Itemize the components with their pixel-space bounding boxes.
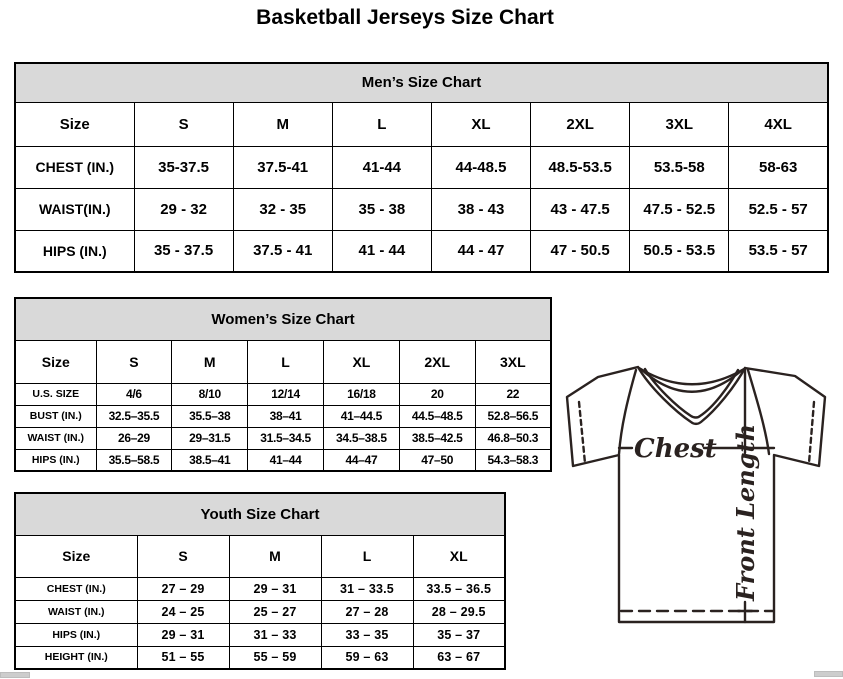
size-cell: 37.5 - 41 [233, 230, 332, 272]
column-header: 2XL [531, 102, 630, 146]
size-cell: 38.5–42.5 [399, 427, 475, 449]
table-title-row [15, 493, 505, 535]
size-cell: 22 [475, 383, 551, 405]
column-header: XL [323, 340, 399, 383]
size-cell: 53.5 - 57 [729, 230, 828, 272]
size-cell: 44–47 [323, 449, 399, 471]
size-cell: 41-44 [332, 146, 431, 188]
size-cell: 47–50 [399, 449, 475, 471]
mens-table-title: Men’s Size Chart [15, 63, 828, 102]
size-cell: 35 – 37 [413, 623, 505, 646]
size-cell: 55 – 59 [229, 646, 321, 669]
size-cell: 35 - 38 [332, 188, 431, 230]
jersey-measurement-diagram [558, 360, 836, 672]
column-header: M [233, 102, 332, 146]
size-cell: 33 – 35 [321, 623, 413, 646]
column-header: 3XL [475, 340, 551, 383]
size-cell: 31.5–34.5 [248, 427, 324, 449]
row-label: CHEST (IN.) [15, 146, 134, 188]
front-length-label: Front Length [731, 423, 760, 601]
row-label: WAIST (IN.) [15, 600, 137, 623]
size-cell: 59 – 63 [321, 646, 413, 669]
womens-table-title: Women’s Size Chart [15, 298, 551, 340]
size-cell: 24 – 25 [137, 600, 229, 623]
page-title: Basketball Jerseys Size Chart [256, 6, 554, 29]
size-cell: 29 – 31 [137, 623, 229, 646]
size-cell: 53.5-58 [630, 146, 729, 188]
size-cell: 44 - 47 [431, 230, 530, 272]
table-row [15, 623, 505, 646]
row-label: BUST (IN.) [15, 405, 96, 427]
table-header-row [15, 535, 505, 577]
size-cell: 38–41 [248, 405, 324, 427]
table-row [15, 427, 551, 449]
table-row [15, 230, 828, 272]
size-cell: 32.5–35.5 [96, 405, 172, 427]
row-label: HIPS (IN.) [15, 449, 96, 471]
column-header: S [134, 102, 233, 146]
size-cell: 52.8–56.5 [475, 405, 551, 427]
size-cell: 31 – 33.5 [321, 577, 413, 600]
chest-label: Chest [634, 434, 717, 464]
column-header: L [248, 340, 324, 383]
row-label: WAIST(IN.) [15, 188, 134, 230]
size-cell: 29–31.5 [172, 427, 248, 449]
column-header: L [321, 535, 413, 577]
size-cell: 51 – 55 [137, 646, 229, 669]
jersey-illustration [558, 360, 836, 672]
size-cell: 12/14 [248, 383, 324, 405]
row-label: WAIST (IN.) [15, 427, 96, 449]
size-cell: 43 - 47.5 [531, 188, 630, 230]
jersey-outline [567, 367, 825, 622]
scrollbar-fragment-right[interactable] [814, 671, 843, 677]
row-label: U.S. SIZE [15, 383, 96, 405]
size-header: Size [15, 535, 137, 577]
table-title-row [15, 298, 551, 340]
table-row [15, 383, 551, 405]
size-cell: 16/18 [323, 383, 399, 405]
size-cell: 35-37.5 [134, 146, 233, 188]
table-row [15, 449, 551, 471]
table-row [15, 188, 828, 230]
size-cell: 47.5 - 52.5 [630, 188, 729, 230]
column-header: L [332, 102, 431, 146]
column-header: 4XL [729, 102, 828, 146]
size-cell: 31 – 33 [229, 623, 321, 646]
table-row [15, 646, 505, 669]
size-cell: 20 [399, 383, 475, 405]
size-cell: 38 - 43 [431, 188, 530, 230]
size-cell: 37.5-41 [233, 146, 332, 188]
row-label: HIPS (IN.) [15, 623, 137, 646]
size-cell: 26–29 [96, 427, 172, 449]
size-cell: 28 – 29.5 [413, 600, 505, 623]
size-cell: 41–44.5 [323, 405, 399, 427]
size-cell: 52.5 - 57 [729, 188, 828, 230]
table-row [15, 600, 505, 623]
size-cell: 27 – 29 [137, 577, 229, 600]
size-cell: 8/10 [172, 383, 248, 405]
column-header: M [229, 535, 321, 577]
column-header: 2XL [399, 340, 475, 383]
size-cell: 35.5–38 [172, 405, 248, 427]
table-row [15, 405, 551, 427]
size-cell: 44-48.5 [431, 146, 530, 188]
size-cell: 50.5 - 53.5 [630, 230, 729, 272]
row-label: HIPS (IN.) [15, 230, 134, 272]
size-header: Size [15, 102, 134, 146]
size-cell: 41–44 [248, 449, 324, 471]
column-header: S [96, 340, 172, 383]
size-cell: 35.5–58.5 [96, 449, 172, 471]
column-header: M [172, 340, 248, 383]
scrollbar-fragment-left[interactable] [0, 672, 30, 678]
column-header: S [137, 535, 229, 577]
size-cell: 46.8–50.3 [475, 427, 551, 449]
size-cell: 48.5-53.5 [531, 146, 630, 188]
size-cell: 33.5 – 36.5 [413, 577, 505, 600]
size-cell: 44.5–48.5 [399, 405, 475, 427]
table-header-row [15, 340, 551, 383]
column-header: XL [413, 535, 505, 577]
mens-size-chart-table [14, 62, 829, 273]
table-title-row [15, 63, 828, 102]
table-header-row [15, 102, 828, 146]
size-cell: 4/6 [96, 383, 172, 405]
size-cell: 38.5–41 [172, 449, 248, 471]
size-cell: 29 - 32 [134, 188, 233, 230]
size-cell: 27 – 28 [321, 600, 413, 623]
size-cell: 54.3–58.3 [475, 449, 551, 471]
size-cell: 34.5–38.5 [323, 427, 399, 449]
size-cell: 32 - 35 [233, 188, 332, 230]
youth-size-chart-table [14, 492, 506, 670]
size-cell: 58-63 [729, 146, 828, 188]
youth-table-title: Youth Size Chart [15, 493, 505, 535]
size-cell: 63 – 67 [413, 646, 505, 669]
column-header: XL [431, 102, 530, 146]
size-cell: 41 - 44 [332, 230, 431, 272]
row-label: CHEST (IN.) [15, 577, 137, 600]
womens-size-chart-table [14, 297, 552, 472]
size-cell: 25 – 27 [229, 600, 321, 623]
size-cell: 29 – 31 [229, 577, 321, 600]
row-label: HEIGHT (IN.) [15, 646, 137, 669]
size-header: Size [15, 340, 96, 383]
column-header: 3XL [630, 102, 729, 146]
size-cell: 47 - 50.5 [531, 230, 630, 272]
table-row [15, 577, 505, 600]
table-row [15, 146, 828, 188]
size-cell: 35 - 37.5 [134, 230, 233, 272]
